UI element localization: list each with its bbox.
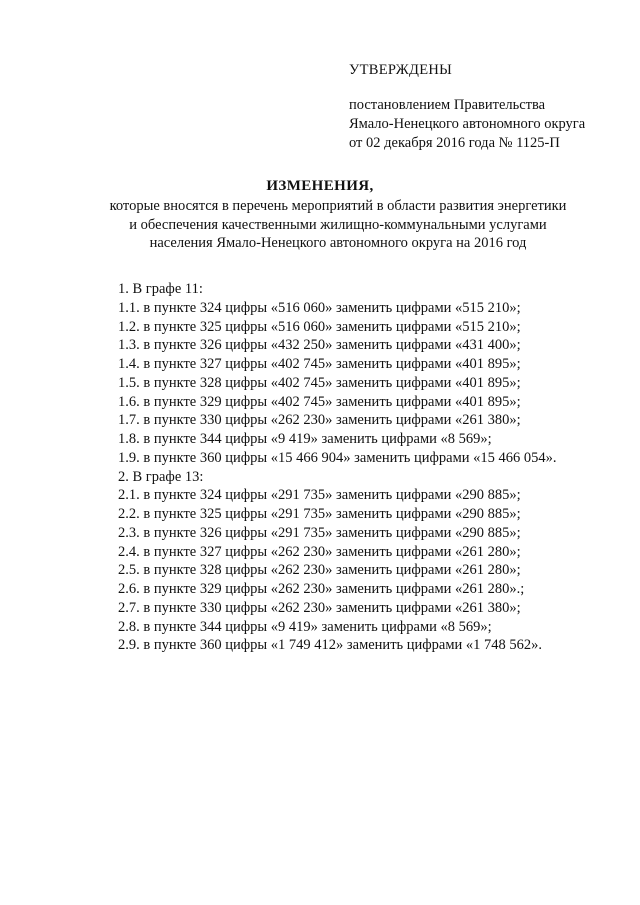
list-item: 1.7. в пункте 330 цифры «262 230» заменить цифрами «261 380»; [118,412,521,429]
list-item: 2.8. в пункте 344 цифры «9 419» заменить цифрами «8 569»; [118,618,492,635]
list-item: 2.2. в пункте 325 цифры «291 735» заменить цифрами «290 885»; [118,506,521,522]
list-item: 2.7. в пункте 330 цифры «262 230» заменить цифрами «261 380»; [118,599,521,616]
list-item: 1.3. в пункте 326 цифры «432 250» заменить цифрами «431 400»; [118,337,521,354]
list-item: 2.4. в пункте 327 цифры «262 230» заменить цифрами «261 280»; [118,543,521,560]
approval-heading: УТВЕРЖДЕНЫ [349,62,453,78]
approval-block [349,96,585,153]
list-item: 1.8. в пункте 344 цифры «9 419» заменить цифрами «8 569»; [118,431,492,447]
section-heading: 1. В графе 11: [118,281,203,297]
list-item: 2.1. в пункте 324 цифры «291 735» заменить цифрами «290 885»; [118,487,521,504]
list-item: 2.6. в пункте 329 цифры «262 230» заменить цифрами «261 280».; [118,581,525,597]
section-heading: 2. В графе 13: [118,468,204,485]
document-title: ИЗМЕНЕНИЯ, [266,178,374,194]
list-item: 1.4. в пункте 327 цифры «402 745» заменить цифрами «401 895»; [118,356,521,372]
list-item: 1.6. в пункте 329 цифры «402 745» заменить цифрами «401 895»; [118,393,521,410]
list-item: 2.5. в пункте 328 цифры «262 230» заменить цифрами «261 280»; [118,562,521,579]
list-item: 2.3. в пункте 326 цифры «291 735» заменить цифрами «290 885»; [118,524,521,541]
subtitle-line: и обеспечения качественными жилищно-коммунальными услугами [129,216,547,233]
list-item: 1.1. в пункте 324 цифры «516 060» заменить цифрами «515 210»; [118,299,521,316]
subtitle-line: населения Ямало-Ненецкого автономного округа на 2016 год [149,235,527,251]
list-item: 1.2. в пункте 325 цифры «516 060» заменить цифрами «515 210»; [118,318,521,335]
changes-list [118,280,557,655]
subtitle-line: которые вносятся в перечень мероприятий в области развития энергетики [109,198,567,214]
document-subtitle [96,197,580,253]
approval-line: от 02 декабря 2016 года № 1125-П [349,135,560,151]
list-item: 2.9. в пункте 360 цифры «1 749 412» заменить цифрами «1 748 562». [118,637,543,654]
approval-line: Ямало-Ненецкого автономного округа [349,116,586,132]
list-item: 1.5. в пункте 328 цифры «402 745» заменить цифрами «401 895»; [118,374,521,391]
approval-line: постановлением Правительства [349,97,546,113]
list-item: 1.9. в пункте 360 цифры «15 466 904» заменить цифрами «15 466 054». [118,449,557,466]
